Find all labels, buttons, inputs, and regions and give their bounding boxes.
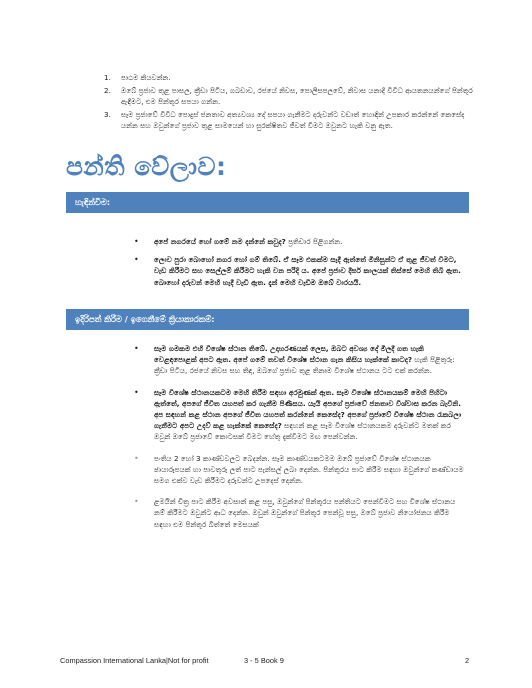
bullet-icon: • <box>134 497 139 507</box>
page-number: 2 <box>465 656 470 665</box>
list-item: 1. පාඨම කියවන්න. <box>104 73 171 82</box>
footer-organization: Compassion International Lanka|Not for profit <box>60 656 209 665</box>
bullet-icon: • <box>134 453 139 463</box>
bullet-item: • අපේ නගරයේ හෝ ගමේ නම දන්නේ කවුද? ප්‍රතිචාර පිළිගන්න. <box>134 237 343 246</box>
bullet-item: • පංතිය 2 හෝ 3 කාණ්ඩවලට බෙදන්න. සෑම කාණ්ඩයකටමම ඔබේ ප්‍රජාවේ විශේෂ ස්ථානයක ඡායාරූපයක් හා පාවතුරු ලත් පාට පැන්සල් ලබා දෙන්න. පින්තූරය පාට කිරීම සඳහා ඔවුන්ගේ කණ්ඩායම සමග එක්ව වැඩ කිරීමට දරුවන්ට උපදෙස් දෙන්න. <box>134 453 464 486</box>
bullet-item: • ලොව පුරා බොහෝ නගර හෝ ගම් තිබේ. ඒ සෑම එකක්ම සැදී ඇත්තේ මිනිසුන්ට ඒ තුළ ජීවත් වීමට, වැඩ කිරීමට සහ සෙල්ලම් කිරීමට හැකි වන පරිදි ය. අපේ ප්‍රජාව දීර්ඝ කාලයක් තිස්සේ මෙහි තිබී ඇත. බොහෝ දරුවන් මෙහි හැදී වැඩී ඇත. දැන් මෙහි වැඩීම ඔබේ වාරයයි. <box>134 255 461 287</box>
bullet-icon: • <box>134 344 139 353</box>
bullet-item: • සෑම ගමකම එහි විශේෂ ස්ථාන තිබේ. උදාහරණයක් ලෙස, ඔබට අවශ්‍ය දේ මිලදී ගත හැකි වෙළඳපොළක් අපට ඇත. අපේ ගමේ තවත් විශේෂ ස්ථාන ගැන කිසිය හැක්කේ කාටද? හැකි පිළිතුරු: ක්‍රීඩා පිටිය, රජයේ නිවස සහ තිඳ, ඔබගේ ප්‍රජාව තුළ තිනෘම විශේෂ ස්ථානය ටට එක් කරන්න. <box>134 344 455 376</box>
bullet-icon: • <box>134 237 139 246</box>
list-item: 2. ඔබේ ප්‍රජාව තුළ පාසල, ක්‍රීඩා පිටිය, ගබඩාව, රජයේ නිවස, පොලිසපලවේ, නිවාස යනාදී විවිධ ආයතනයන්ගේ පින්තූර ඇඳීමට, එම පින්තූර සපයා ගන්න. <box>104 85 473 107</box>
activity-bullets <box>134 343 464 530</box>
introduction-bullets <box>134 236 464 288</box>
bullet-icon: • <box>134 387 139 397</box>
list-item: 3. සෑම ප්‍රජාවේ විවිධ පොදුස් ජනතාව අත්‍යවශ්‍ය දේ සපයා ගැනීමට දරුවන්ට වඩාත් හොඳින් උපකාර කරන්නේ කෙසේද යන්න සහ ඔවුන්ගේ ප්‍රජාව තුළ සාමයෙන් හා සුරක්ෂිතව ජීවත් වීමට ඔවුනට හැකි වනු ඇත. <box>104 109 465 131</box>
footer-book: 3 - 5 Book 9 <box>244 656 284 665</box>
section-title: පන්ති වේලාව: <box>66 152 227 181</box>
instruction-list <box>104 72 476 133</box>
presentation-activities-header: ඉදිරිපත් කිරීම / ඉගෙනීමේ ක්‍රියාකාරකම්: <box>66 309 469 330</box>
bullet-item: • සෑම විශේෂ ස්ථානයකටම මෙහි තිරීම සඳහා අරමුණක් ඇත. සෑම විශේෂ ස්ථානයකම් මෙහි පිහිටා ඇත්තේ, අපගේ ජීවිත යහපත් කර ගැනීම පිණිසය. යැයි අපගේ ප්‍රජාවේ ජනතාව විශ්වාස කරන බැවිනි. අප සඳහන් කළ ස්ථාන අපගේ ජීවිත යහපත් කරන්නේ කෙසේද? අපගේ ප්‍රජාවේ විශේෂ ස්ථාන රැකබලා ගැනීමට අපට උදව් කළ හැක්කේ කෙසේද? සඳහන් කළ සෑම විශේෂ ස්ථානයකම දරුවන්ට මතක් කර ඔවුන් ඔබේ ප්‍රජාවේ කොටසක් වීමට හේතු දැක්වීමට මඟ පෙන්වන්න. <box>134 387 462 442</box>
bullet-icon: • <box>134 255 139 265</box>
bullet-item: • ළමයින් චිත්‍ර පාට කිරීම අවසාන් කළ පසු, ඔවුන්ගේ පින්තූරය පන්තියට පෙන්වීමට සහ විශේෂ ස්ථානය නම් කිරීමට ඔවුන්ට ආධ දෙන්න. ඔවුන් ඔවුන්ගේ පින්තූර පෙන්වූ පසු, ඔබේ ප්‍රජාව නියෝජනය කිරීම සඳහා එම පින්තූර බිත්තේ මෙසයක් <box>134 497 456 529</box>
introduction-header: හැඳින්වීම: <box>66 192 469 213</box>
